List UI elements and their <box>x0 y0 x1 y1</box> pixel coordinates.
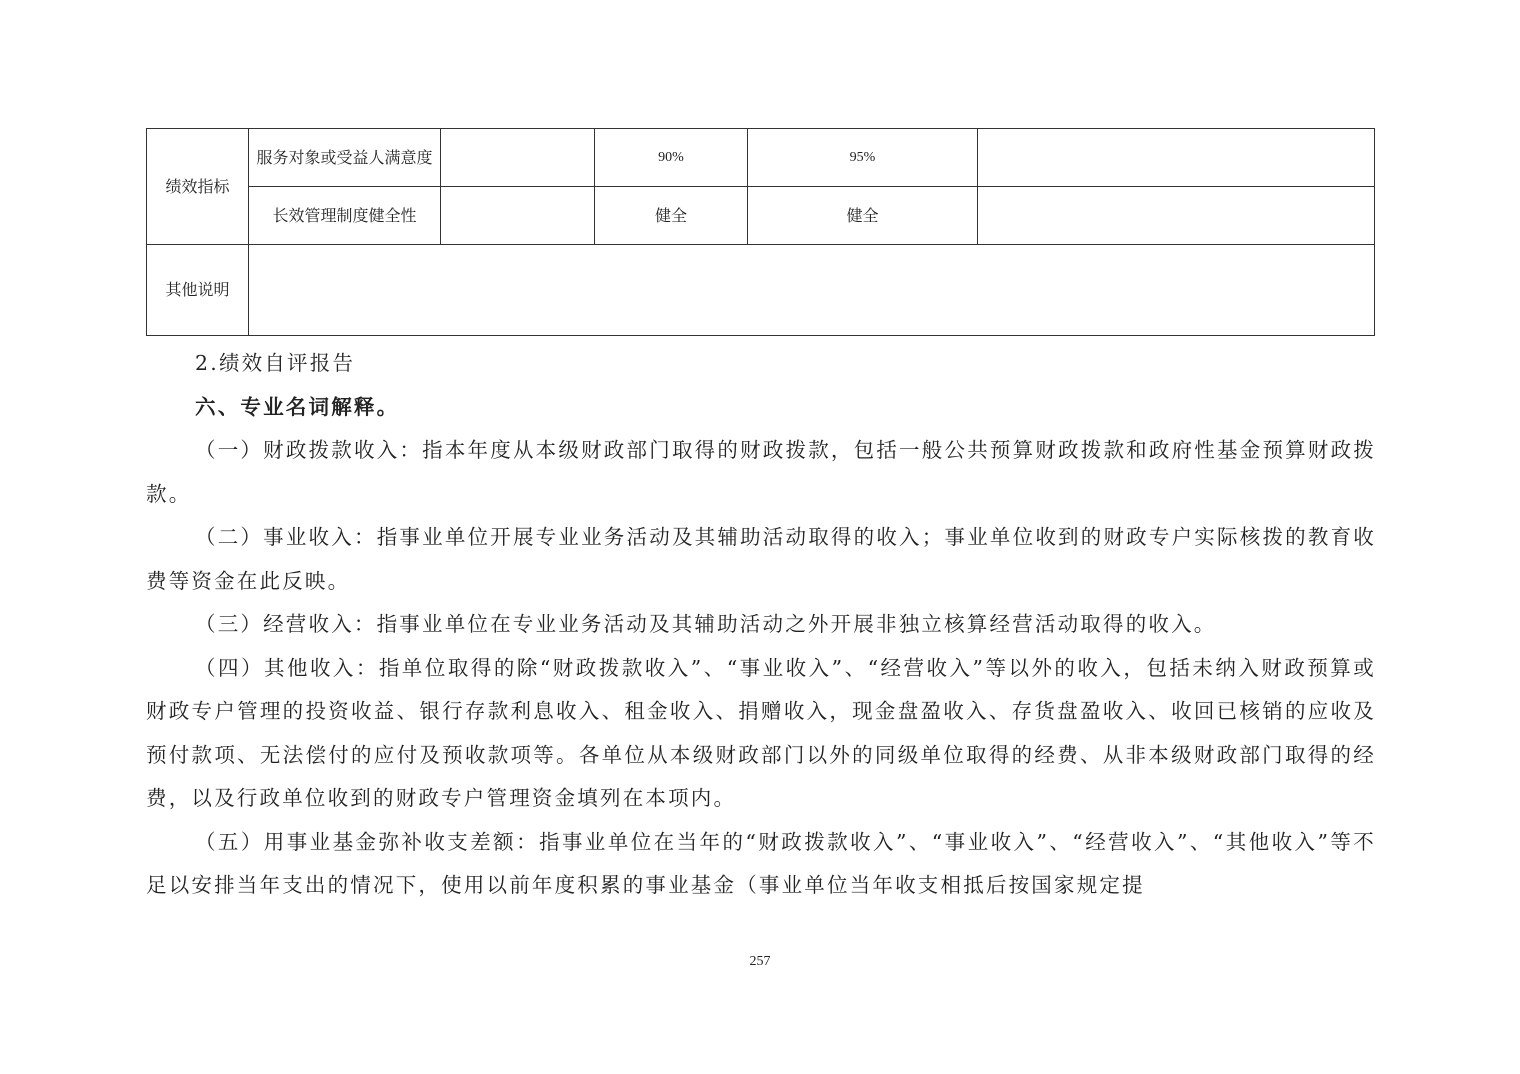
definition-paragraph: （五）用事业基金弥补收支差额：指事业单位在当年的“财政拨款收入”、“事业收入”、“经营收入”、“其他收入”等不足以安排当年支出的情况下，使用以前年度积累的事业基金（事业单位当年收支相抵后按国家规定提 <box>146 829 1376 897</box>
table-row <box>147 187 1375 245</box>
performance-table <box>146 128 1375 336</box>
indicator-cell: 长效管理制度健全性 <box>249 187 441 245</box>
blank-cell <box>441 187 595 245</box>
category-cell: 绩效指标 <box>147 129 249 245</box>
blank-cell <box>441 129 595 187</box>
indicator-cell: 服务对象或受益人满意度 <box>249 129 441 187</box>
note-cell <box>978 187 1375 245</box>
section-heading: 六、专业名词解释。 <box>195 394 400 419</box>
page-number: 257 <box>749 954 771 969</box>
target-value-cell: 健全 <box>595 187 748 245</box>
table-row <box>147 129 1375 187</box>
other-content-cell <box>249 245 1375 336</box>
actual-value-cell: 健全 <box>748 187 978 245</box>
definition-paragraph: （三）经营收入：指事业单位在专业业务活动及其辅助活动之外开展非独立核算经营活动取得的收入。 <box>195 612 1217 636</box>
section-subtitle: 2.绩效自评报告 <box>195 351 356 375</box>
target-value-cell: 90% <box>595 129 748 187</box>
body-text <box>146 342 1376 908</box>
note-cell <box>978 129 1375 187</box>
table-row <box>147 245 1375 336</box>
definition-paragraph: （一）财政拨款收入：指本年度从本级财政部门取得的财政拨款，包括一般公共预算财政拨款和政府性基金预算财政拨款。 <box>146 438 1376 506</box>
definition-paragraph: （二）事业收入：指事业单位开展专业业务活动及其辅助活动取得的收入；事业单位收到的财政专户实际核拨的教育收费等资金在此反映。 <box>146 525 1376 593</box>
definition-paragraph: （四）其他收入：指单位取得的除“财政拨款收入”、“事业收入”、“经营收入”等以外的收入，包括未纳入财政预算或财政专户管理的投资收益、银行存款利息收入、租金收入、捐赠收入，现金盘盈收入、存货盘盈收入、收回已核销的应收及预付款项、无法偿付的应付及预收款项等。各单位从本级财政部门以外的同级单位取得的经费、从非本级财政部门取得的经费，以及行政单位收到的财政专户管理资金填列在本项内。 <box>146 655 1376 810</box>
actual-value-cell: 95% <box>748 129 978 187</box>
other-label-cell: 其他说明 <box>147 245 249 336</box>
